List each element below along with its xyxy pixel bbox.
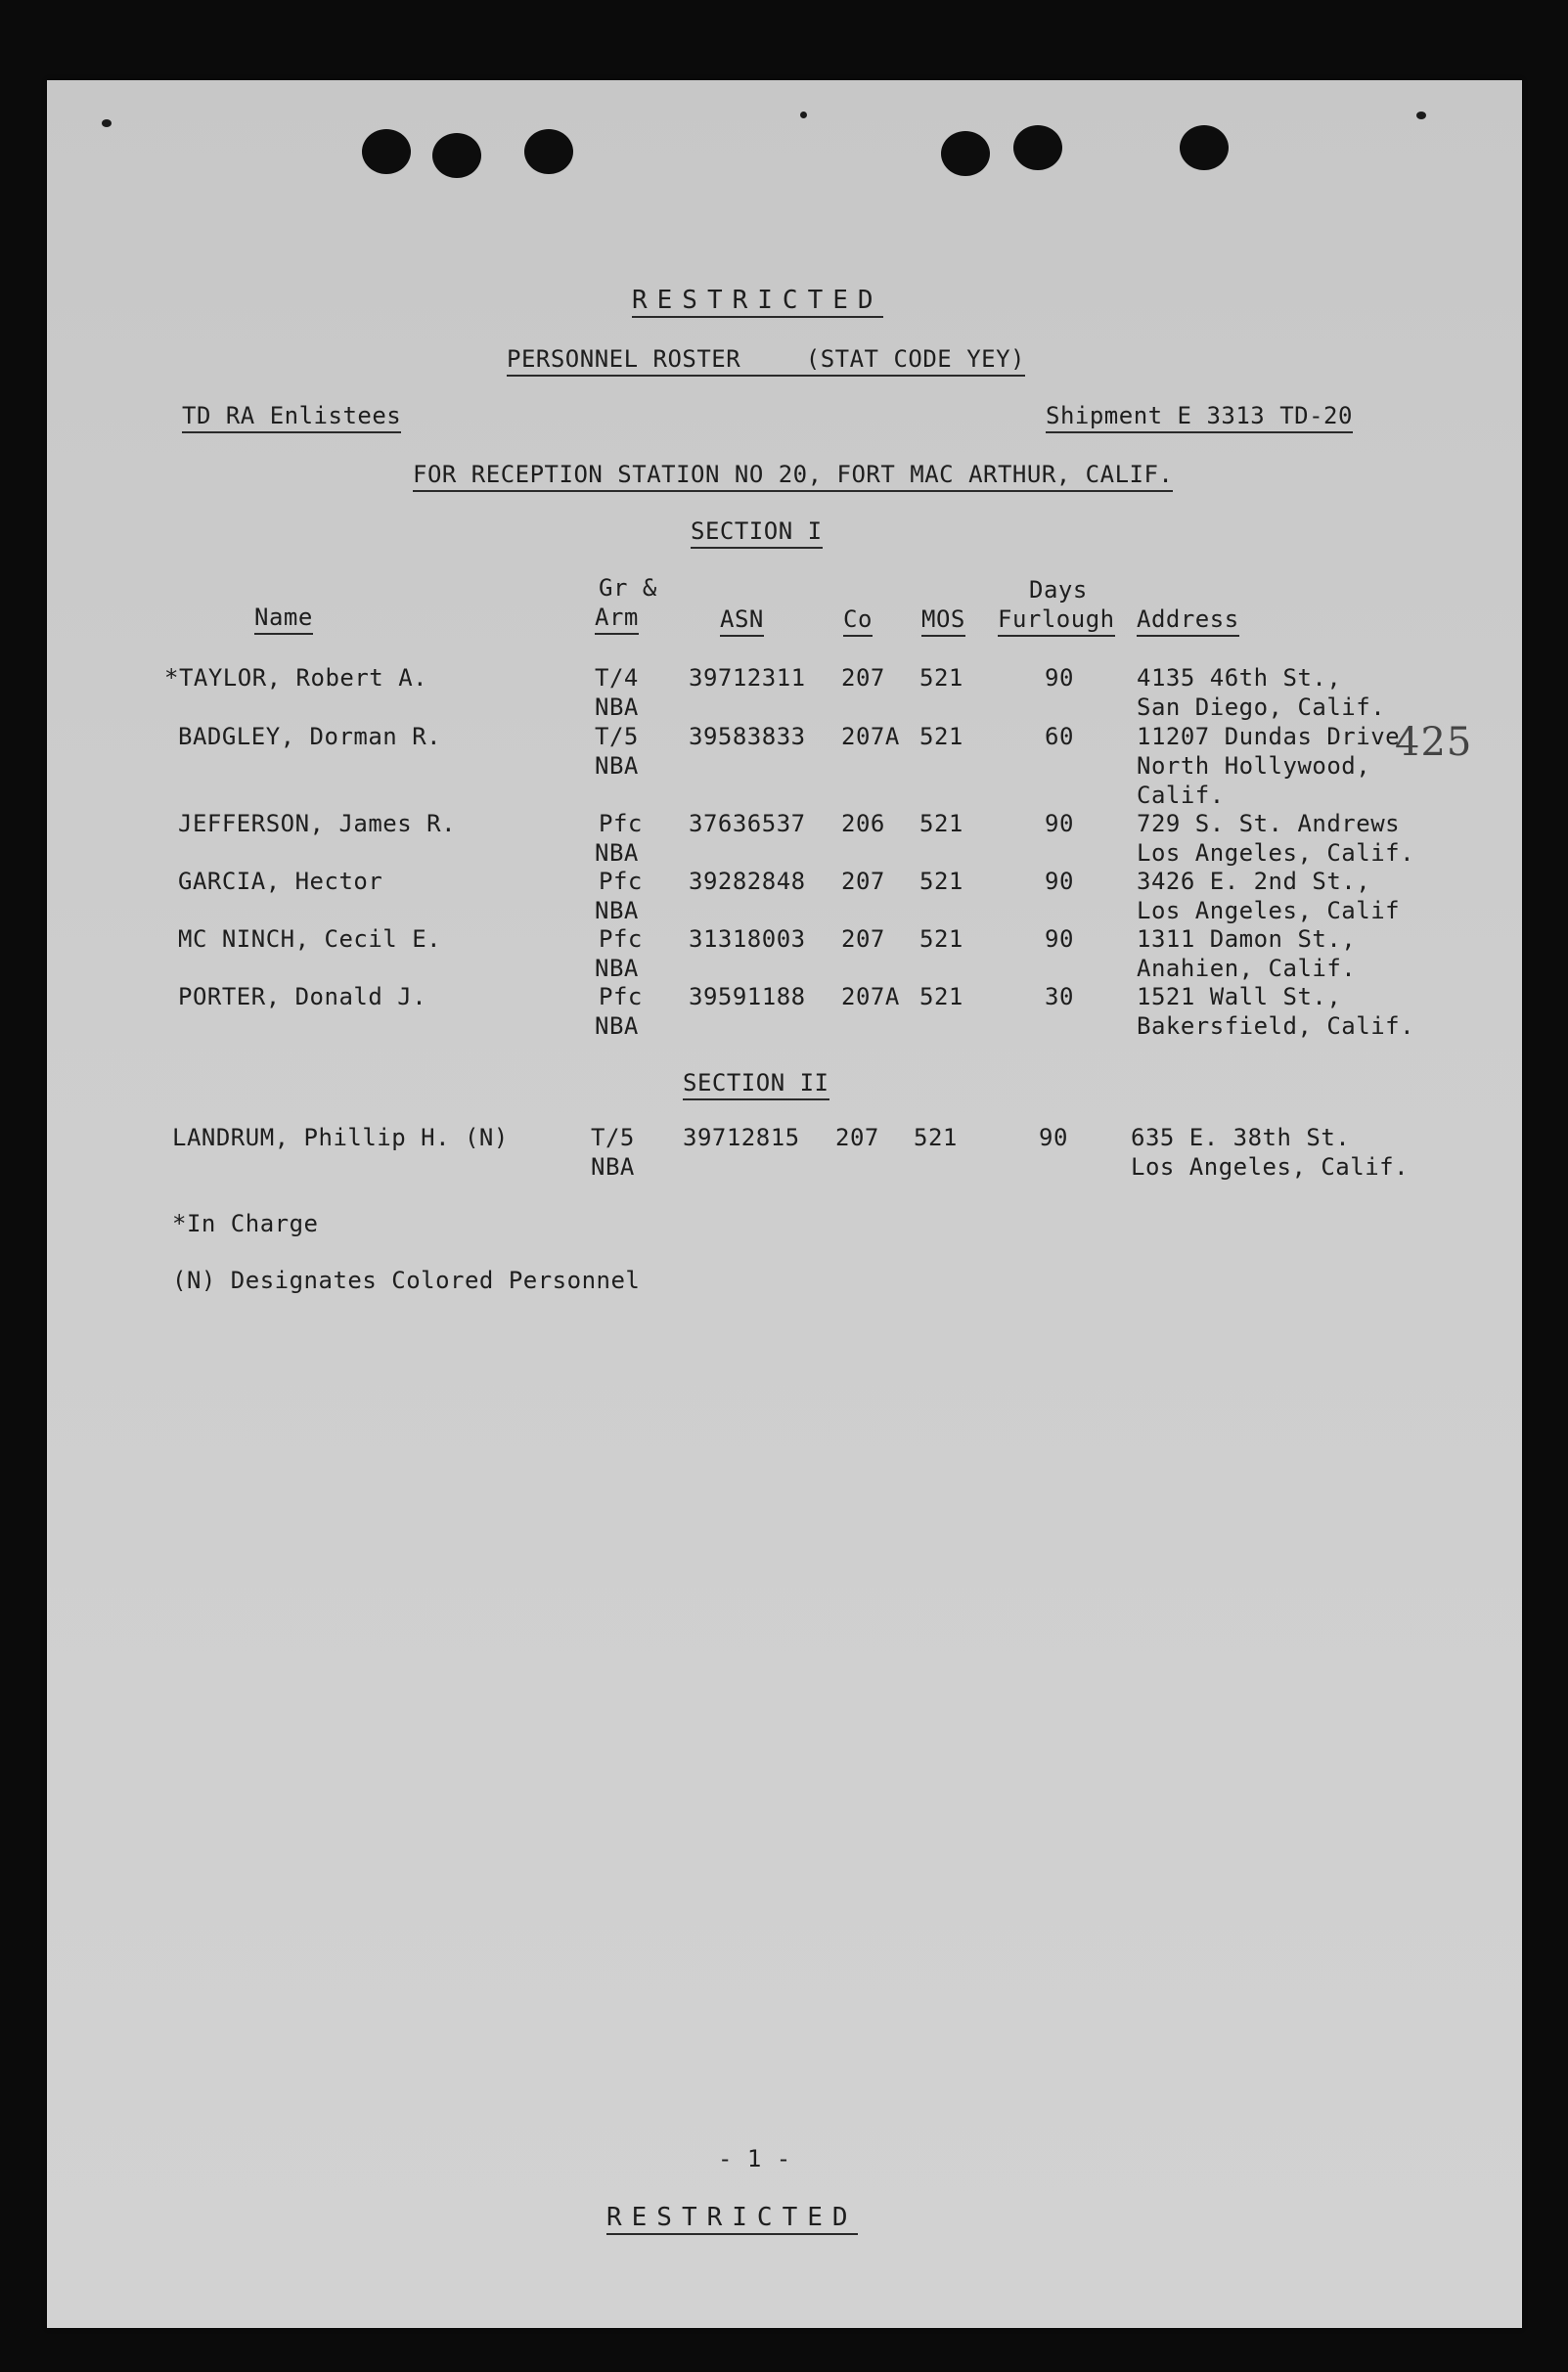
col-name: Name	[254, 603, 313, 635]
row-addr1: 3426 E. 2nd St.,	[1137, 868, 1371, 895]
note-in-charge: *In Charge	[172, 1210, 319, 1237]
punch-hole	[432, 133, 481, 178]
speck	[1416, 112, 1426, 119]
row-addr1: 1521 Wall St.,	[1137, 983, 1342, 1010]
row-co: 206	[841, 810, 885, 837]
row-addr1: 4135 46th St.,	[1137, 664, 1342, 692]
destination: FOR RECEPTION STATION NO 20, FORT MAC ARTHUR, CALIF.	[413, 460, 1173, 492]
row-days: 30	[1045, 983, 1074, 1010]
row-addr2: Bakersfield, Calif.	[1137, 1012, 1415, 1040]
row-arm: NBA	[595, 897, 639, 924]
col-mos: MOS	[921, 604, 965, 637]
row-co: 207	[835, 1124, 879, 1151]
row-addr2: Los Angeles, Calif	[1137, 897, 1401, 924]
row-addr2: Los Angeles, Calif.	[1131, 1153, 1410, 1181]
section-1-label: SECTION I	[691, 516, 823, 549]
row-arm: NBA	[595, 955, 639, 982]
row-asn: 39282848	[689, 868, 806, 895]
stamped-page-number: 425	[1395, 720, 1473, 765]
page-number: - 1 -	[718, 2145, 791, 2172]
row-addr1: 11207 Dundas Drive	[1137, 723, 1401, 750]
row-grade: Pfc	[599, 983, 643, 1010]
row-co: 207	[841, 925, 885, 953]
punch-hole	[1013, 125, 1062, 170]
row-mos: 521	[919, 723, 963, 750]
row-days: 90	[1045, 810, 1074, 837]
row-arm: NBA	[595, 752, 639, 780]
unit-type: TD RA Enlistees	[182, 401, 401, 433]
row-name: LANDRUM, Phillip H. (N)	[172, 1124, 509, 1151]
row-arm: NBA	[595, 839, 639, 867]
row-name: GARCIA, Hector	[178, 868, 383, 895]
col-co: Co	[843, 604, 873, 637]
row-mos: 521	[919, 810, 963, 837]
row-asn: 39591188	[689, 983, 806, 1010]
row-co: 207A	[841, 983, 900, 1010]
punch-hole	[941, 131, 990, 176]
col-days-2: Furlough	[998, 604, 1115, 637]
shipment: Shipment E 3313 TD-20	[1046, 401, 1353, 433]
section-2-label: SECTION II	[683, 1068, 829, 1100]
row-grade: Pfc	[599, 925, 643, 953]
row-grade: Pfc	[599, 868, 643, 895]
row-name: MC NINCH, Cecil E.	[178, 925, 442, 953]
row-addr2: North Hollywood,	[1137, 752, 1371, 780]
row-days: 90	[1045, 868, 1074, 895]
row-addr2: Anahien, Calif.	[1137, 955, 1357, 982]
row-addr1: 729 S. St. Andrews	[1137, 810, 1401, 837]
row-co: 207	[841, 868, 885, 895]
row-name: JEFFERSON, James R.	[178, 810, 457, 837]
row-days: 90	[1045, 664, 1074, 692]
col-gr-arm-1: Gr &	[599, 574, 657, 602]
row-addr1: 1311 Damon St.,	[1137, 925, 1357, 953]
row-days: 90	[1045, 925, 1074, 953]
row-mos: 521	[919, 983, 963, 1010]
col-address: Address	[1137, 604, 1239, 637]
punch-hole	[524, 129, 573, 174]
classification-top: RESTRICTED	[632, 286, 883, 318]
speck	[102, 119, 112, 127]
row-name: *TAYLOR, Robert A.	[164, 664, 428, 692]
row-addr2: San Diego, Calif.	[1137, 694, 1386, 721]
row-co: 207	[841, 664, 885, 692]
col-gr-arm-2: Arm	[595, 603, 639, 635]
row-mos: 521	[914, 1124, 958, 1151]
row-mos: 521	[919, 664, 963, 692]
note-colored: (N) Designates Colored Personnel	[172, 1267, 641, 1294]
row-mos: 521	[919, 925, 963, 953]
row-addr2: Los Angeles, Calif.	[1137, 839, 1415, 867]
punch-hole	[362, 129, 411, 174]
col-asn: ASN	[720, 604, 764, 637]
stat-code: (STAT CODE YEY)	[751, 344, 1025, 377]
col-days-1: Days	[1029, 576, 1088, 604]
row-arm: NBA	[591, 1153, 635, 1181]
roster-title: PERSONNEL ROSTER	[507, 344, 751, 377]
row-asn: 39712311	[689, 664, 806, 692]
row-arm: NBA	[595, 694, 639, 721]
row-addr1: 635 E. 38th St.	[1131, 1124, 1351, 1151]
row-asn: 39712815	[683, 1124, 800, 1151]
row-name: BADGLEY, Dorman R.	[178, 723, 442, 750]
row-name: PORTER, Donald J.	[178, 983, 427, 1010]
row-mos: 521	[919, 868, 963, 895]
row-asn: 37636537	[689, 810, 806, 837]
row-co: 207A	[841, 723, 900, 750]
document-page	[47, 80, 1522, 2328]
row-asn: 39583833	[689, 723, 806, 750]
classification-bottom: RESTRICTED	[606, 2203, 858, 2235]
row-days: 90	[1039, 1124, 1068, 1151]
row-grade: T/4	[595, 664, 639, 692]
row-arm: NBA	[595, 1012, 639, 1040]
row-addr3: Calif.	[1137, 782, 1225, 809]
row-asn: 31318003	[689, 925, 806, 953]
row-grade: T/5	[595, 723, 639, 750]
speck	[800, 112, 807, 118]
row-grade: Pfc	[599, 810, 643, 837]
row-grade: T/5	[591, 1124, 635, 1151]
punch-hole	[1180, 125, 1229, 170]
row-days: 60	[1045, 723, 1074, 750]
